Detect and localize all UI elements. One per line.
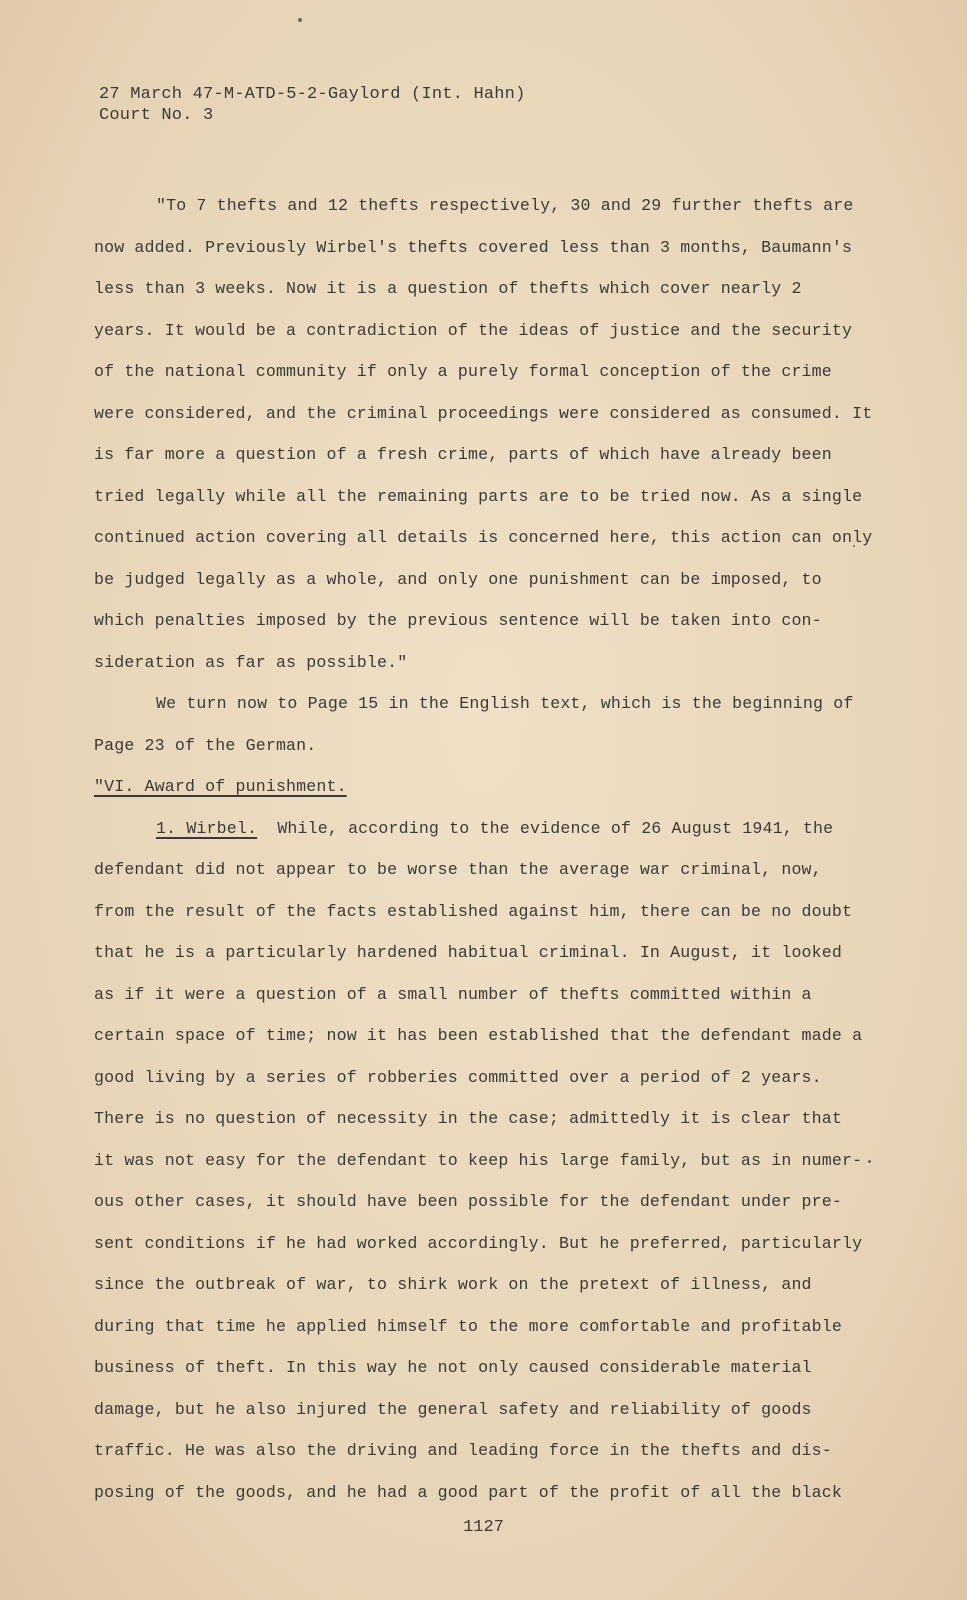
text-line: sent conditions if he had worked accordingly. But he preferred, particularly	[94, 1233, 863, 1253]
text-line: which penalties imposed by the previous sentence will be taken into con-	[94, 611, 822, 630]
text-line: of the national community if only a purely formal conception of the crime	[94, 362, 832, 381]
section-heading	[94, 766, 904, 808]
text-line: is far more a question of a fresh crime, parts of which have already been	[94, 445, 832, 464]
text-line: There is no question of necessity in the case; admittedly it is clear that	[94, 1109, 842, 1128]
text-line: be judged legally as a whole, and only one punishment can be imposed, to	[94, 569, 822, 589]
text-line: as if it were a question of a small number of thefts committed within a	[94, 984, 812, 1004]
text-line: were considered, and the criminal proceedings were considered as consumed. It	[94, 403, 873, 423]
text-line: posing of the goods, and he had a good part of the profit of all the black	[94, 1482, 842, 1502]
text-line-content: While, according to the evidence of 26 August 1941, the	[277, 818, 834, 838]
text-line: Page 23 of the German.	[94, 735, 317, 755]
subsection-label: 1. Wirbel.	[156, 818, 258, 838]
paper-speck	[298, 18, 302, 22]
text-line: sideration as far as possible."	[94, 652, 408, 672]
text-line	[94, 808, 904, 850]
text-line: tried legally while all the remaining parts are to be tried now. As a single	[94, 486, 863, 506]
text-line: years. It would be a contradiction of the ideas of justice and the security	[94, 320, 853, 340]
text-line: from the result of the facts established against him, there can be no doubt	[94, 901, 853, 921]
text-line: it was not easy for the defendant to keep his large family, but as in numer-	[94, 1150, 863, 1170]
text-line: now added. Previously Wirbel's thefts covered less than 3 months, Baumann's	[94, 237, 853, 257]
text-line: "To 7 thefts and 12 thefts respectively, 30 and 29 further thefts are	[156, 196, 854, 215]
text-line: traffic. He was also the driving and leading force in the thefts and dis-	[94, 1441, 832, 1460]
transcript-body	[94, 185, 904, 1513]
document-header	[99, 84, 525, 126]
text-line: certain space of time; now it has been established that the defendant made a	[94, 1026, 863, 1045]
text-line: that he is a particularly hardened habitual criminal. In August, it looked	[94, 943, 842, 962]
text-line: less than 3 weeks. Now it is a question of thefts which cover nearly 2	[94, 279, 802, 298]
text-line: We turn now to Page 15 in the English text, which is the beginning of	[156, 694, 854, 713]
text-line: defendant did not appear to be worse than the average war criminal, now,	[94, 860, 822, 879]
text-line: during that time he applied himself to the more comfortable and profitable	[94, 1316, 842, 1336]
header-reference: 27 March 47-M-ATD-5-2-Gaylord (Int. Hahn)	[99, 85, 526, 104]
text-line: good living by a series of robberies committed over a period of 2 years.	[94, 1067, 822, 1087]
text-line: business of theft. In this way he not only caused considerable material	[94, 1358, 812, 1377]
page-number: 1127	[463, 1518, 504, 1537]
text-line: since the outbreak of war, to shirk work on the pretext of illness, and	[94, 1275, 812, 1294]
text-line: ous other cases, it should have been possible for the defendant under pre-	[94, 1192, 842, 1211]
text-line: damage, but he also injured the general safety and reliability of goods	[94, 1399, 812, 1419]
text-line: continued action covering all details is concerned here, this action can only	[94, 528, 873, 547]
header-court: Court No. 3	[99, 106, 214, 125]
section-heading-text: "VI. Award of punishment.	[94, 777, 347, 796]
